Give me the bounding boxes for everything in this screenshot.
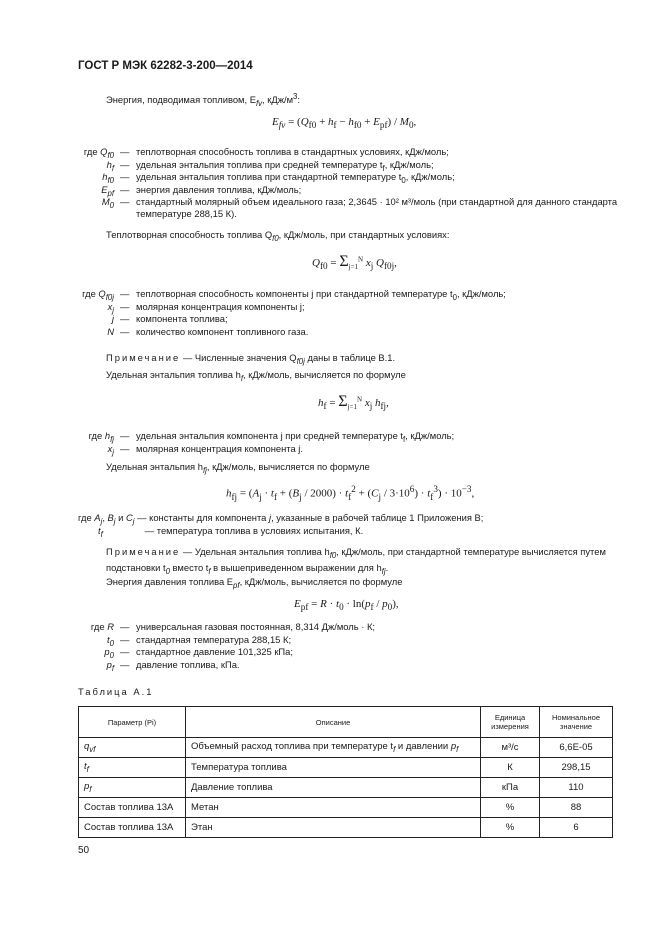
definition: давление топлива, кПа. — [136, 658, 240, 670]
parameters-table — [78, 706, 613, 838]
sub: f0 — [272, 233, 279, 243]
definition: теплотворная способность компоненты j при стандартной температуре $t_0$, кДж/моль; — [136, 288, 506, 302]
table-row — [79, 778, 613, 798]
sub: fj — [202, 465, 207, 475]
note-label: Примечание — [106, 352, 181, 363]
note-2 — [106, 546, 616, 578]
table-caption — [78, 686, 153, 697]
definition: молярная концентрация компонента j. — [136, 442, 303, 454]
dash: — — [120, 325, 130, 337]
sub: f0 — [329, 550, 337, 560]
page-number: 50 — [78, 845, 90, 856]
where-tf: $t_f$ — температура топлива в условиях испытания, К. — [98, 525, 364, 539]
sub: pf — [233, 580, 240, 590]
sub: fv — [255, 99, 263, 108]
unit-cell: % — [481, 818, 540, 838]
param-cell: Состав топлива 13А — [79, 798, 186, 818]
text: , кДж/м — [262, 94, 294, 106]
symbol: $M_0$ — [101, 196, 114, 210]
symbol: $p_f$ — [106, 658, 114, 673]
sub: f — [240, 373, 244, 383]
dash: — — [120, 430, 130, 441]
dash: — — [120, 646, 130, 657]
sub: fj — [381, 566, 386, 576]
description-cell: Этан — [186, 818, 481, 838]
text: даны в таблице В.1. — [304, 352, 396, 363]
text: Энергия, подводимая топливом, E — [106, 94, 256, 106]
param-cell: $q_{vf}$ — [79, 738, 186, 758]
dash: — — [120, 183, 130, 195]
symbol: где $Q_{f0}$ — [83, 146, 114, 160]
formula-energy: $E_{fv} = (Q_{f0} + h_f - h_{f0} + E_{pf}) / M_0$, — [272, 116, 417, 131]
symbol: где $Q_{f0j}$ — [82, 288, 114, 302]
symbol: $t_0$ — [107, 633, 114, 648]
unit-cell: % — [481, 798, 540, 818]
dash: — — [120, 146, 130, 157]
definition: удельная энтальпия топлива при средней температуре $t_f$, кДж/моль; — [136, 158, 434, 173]
definition: универсальная газовая постоянная, 8,314 Дж/моль · К; — [136, 621, 376, 632]
text: , кДж/моль, при стандартной температуре вычисляется путем подстановки t — [106, 546, 606, 573]
where-constants: где $A_j$, $B_j$ и $C_j$ — константы для компонента j, указанные в рабочей таблице 1 Приложения В; — [78, 512, 484, 526]
text: вместо t — [169, 561, 209, 573]
text: — Численные значения Q — [180, 352, 297, 363]
dash: — — [120, 158, 130, 170]
dash: — — [120, 196, 130, 207]
symbol: N — [107, 325, 114, 337]
dash: — — [120, 313, 130, 324]
sub: 0 — [165, 566, 170, 576]
formula-heat-value: $Q_{f0} = \Sigma_{j=1}^N$ $x_j$ $Q_{f0j}$, — [312, 253, 397, 272]
symbol: $E_{pf}$ — [101, 183, 114, 198]
value-cell: 298,15 — [540, 758, 613, 778]
note-1 — [106, 352, 395, 366]
unit-cell: кПа — [481, 778, 540, 798]
sup: 3 — [293, 92, 298, 101]
description-cell: Температура топлива — [186, 758, 481, 778]
header-cell: Параметр (Pi) — [79, 707, 186, 738]
dash: — — [120, 633, 130, 645]
paragraph-energy — [106, 92, 300, 108]
text: : — [297, 94, 300, 106]
value-cell: 110 — [540, 778, 613, 798]
text: Энергия давления топлива E — [106, 576, 234, 587]
definition: теплотворная способность топлива в стандартных условиях, кДж/моль; — [136, 146, 449, 157]
description-cell: Метан — [186, 798, 481, 818]
dash: — — [120, 300, 130, 312]
text: Удельная энтальпия h — [106, 461, 203, 472]
formula-enthalpy-component: $h_{fj} = (A_j \cdot t_f + (B_j / 2000) \cdot t_f^2 + (C_j / 3\cdot 10^6) \cdot t_f^3) \cdot 10^{-3}$, — [226, 484, 475, 502]
definition: количество компонент топливного газа. — [136, 325, 309, 337]
dash: — — [120, 171, 130, 182]
paragraph-enthalpy — [106, 369, 406, 383]
text: в вышеприведенном выражении для h — [210, 561, 382, 573]
text: , кДж/моль, при стандартных условиях: — [278, 229, 450, 240]
document-header: ГОСТ Р МЭК 62282-3-200—2014 — [78, 60, 253, 72]
note-label: Примечание — [106, 546, 181, 557]
value-cell: 6 — [540, 818, 613, 838]
formula-enthalpy: $h_f = \Sigma_{j=1}^N$ $x_j$ $h_{fj}$, — [318, 393, 389, 412]
dash: — — [120, 288, 130, 299]
paragraph-heat-value — [106, 229, 449, 243]
dash: — — [120, 442, 130, 454]
definition: молярная концентрация компоненты j; — [136, 300, 305, 312]
value-cell: 6,6E-05 — [540, 738, 613, 758]
param-cell: $t_f$ — [79, 758, 186, 778]
symbol: $x_j$ — [107, 442, 114, 457]
param-cell: $p_f$ — [79, 778, 186, 798]
table-row — [79, 738, 613, 758]
header-cell: Единица измерения — [481, 707, 540, 738]
header-cell: Номинальное значение — [540, 707, 613, 738]
table-row — [79, 798, 613, 818]
caption-text: Таблица А.1 — [78, 686, 154, 697]
text: — Удельная энтальпия топлива h — [180, 546, 330, 557]
definition: стандартное давление 101,325 кПа; — [136, 646, 293, 657]
symbol: $h_{f0}$ — [102, 171, 114, 185]
description-cell: Объемный расход топлива при температуре $t_f$ и давлении $p_f$ — [186, 738, 481, 758]
symbol: j — [111, 313, 114, 324]
description-cell: Давление топлива — [186, 778, 481, 798]
text: , кДж/моль, вычисляется по формуле — [239, 576, 403, 587]
symbol: $x_j$ — [107, 300, 114, 315]
table-row — [79, 758, 613, 778]
paragraph-pressure-energy — [106, 576, 402, 590]
symbol: где $h_{fj}$ — [88, 430, 114, 444]
header-cell: Описание — [186, 707, 481, 738]
definition: компонента топлива; — [136, 313, 228, 324]
unit-cell: м³/с — [481, 738, 540, 758]
sub: f — [208, 566, 211, 576]
sub: f0j — [296, 356, 305, 366]
definition: удельная энтальпия компонента j при средней температуре $t_f$, кДж/моль; — [136, 430, 455, 444]
symbol: где R — [90, 621, 114, 632]
dash: — — [120, 621, 130, 632]
text: . — [385, 561, 389, 573]
text: Удельная энтальпия топлива h — [106, 369, 241, 380]
definition: стандартный молярный объем идеального газа; 2,3645 · 10² м³/моль (при стандартной для данного стандарта температуре 288,15 К). — [136, 196, 618, 219]
definition: энергия давления топлива, кДж/моль; — [136, 183, 302, 195]
dash: — — [120, 658, 130, 670]
formula-pressure-energy: $E_{pf} = R \cdot t_0 \cdot \ln(p_f / p_0)$, — [294, 598, 399, 613]
text: , кДж/моль, вычисляется по формуле — [206, 461, 370, 472]
text: , кДж/моль, вычисляется по формуле — [243, 369, 406, 380]
value-cell: 88 — [540, 798, 613, 818]
paragraph-enthalpy-component — [106, 461, 370, 475]
definition: стандартная температура 288,15 К; — [136, 633, 292, 645]
definition: удельная энтальпия топлива при стандартной температуре $t_0$, кДж/моль; — [136, 171, 455, 185]
text: Теплотворная способность топлива Q — [106, 229, 273, 240]
symbol: $p_0$ — [104, 646, 114, 660]
unit-cell: К — [481, 758, 540, 778]
table-header-row — [79, 707, 613, 738]
symbol: $h_f$ — [106, 158, 114, 173]
param-cell: Состав топлива 13А — [79, 818, 186, 838]
table-row — [79, 818, 613, 838]
